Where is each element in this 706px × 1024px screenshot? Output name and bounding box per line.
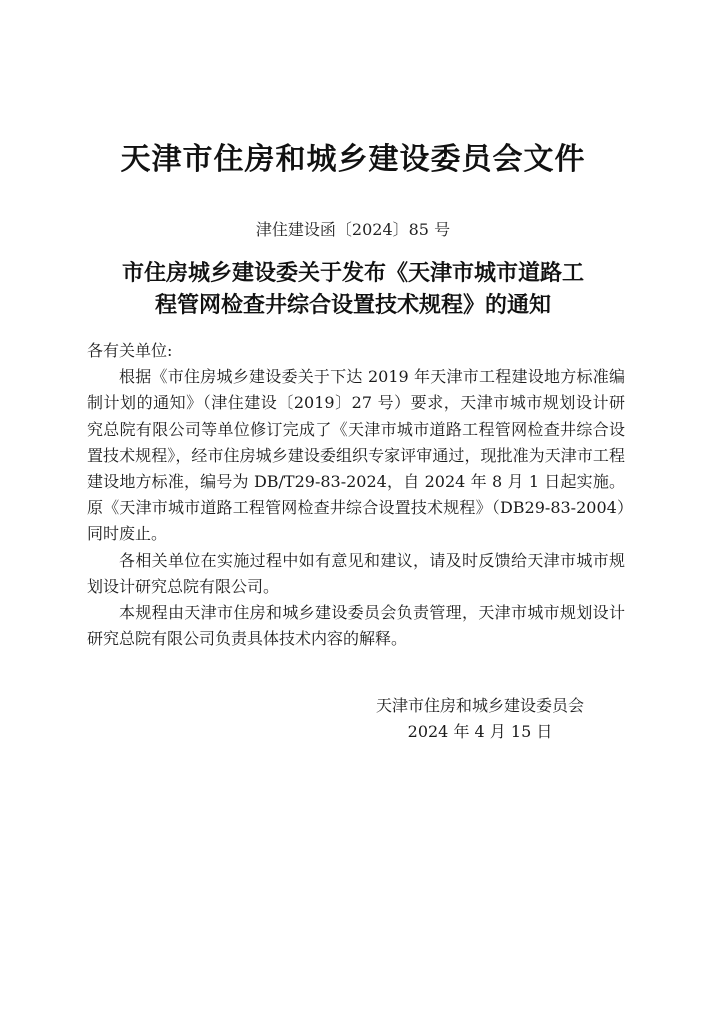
- body-paragraph: 各相关单位在实施过程中如有意见和建议，请及时反馈给天津市城市规划设计研究总院有限公司。: [87, 550, 625, 596]
- document-header-title: 天津市住房和城乡建设委员会文件: [120, 142, 586, 177]
- notice-body: [87, 338, 625, 652]
- document-number: 津住建设函〔2024〕85 号: [255, 220, 451, 239]
- signature-date: 2024 年 4 月 15 日: [407, 722, 553, 741]
- notice-title-line-1: 市住房城乡建设委关于发布《天津市城市道路工: [121, 261, 584, 286]
- body-paragraph: 本规程由天津市住房和城乡建设委员会负责管理，天津市城市规划设计研究总院有限公司负责具体技术内容的解释。: [87, 603, 625, 649]
- signature-organization: 天津市住房和城乡建设委员会: [375, 696, 584, 715]
- signature-block: [340, 693, 620, 745]
- body-paragraph: 根据《市住房城乡建设委关于下达 2019 年天津市工程建设地方标准编制计划的通知》（津住建设〔2019〕27 号）要求，天津市城市规划设计研究总院有限公司等单位修订完成了《天津市城市道路工程管网检查井综合设置技术规程》，经市住房城乡建设委组织专家评审通过，现批准为天津市工程建设地方标准，编号为 DB/T29-83-2024，自 2024 年 8 月 1 日起实施。原《天津市城市道路工程管网检查井综合设置技术规程》（DB29-83-2004）同时废止。: [87, 367, 625, 544]
- salutation: 各有关单位:: [87, 341, 173, 360]
- notice-title-line-2: 程管网检查井综合设置技术规程》的通知: [154, 293, 551, 318]
- notice-title: [60, 258, 646, 322]
